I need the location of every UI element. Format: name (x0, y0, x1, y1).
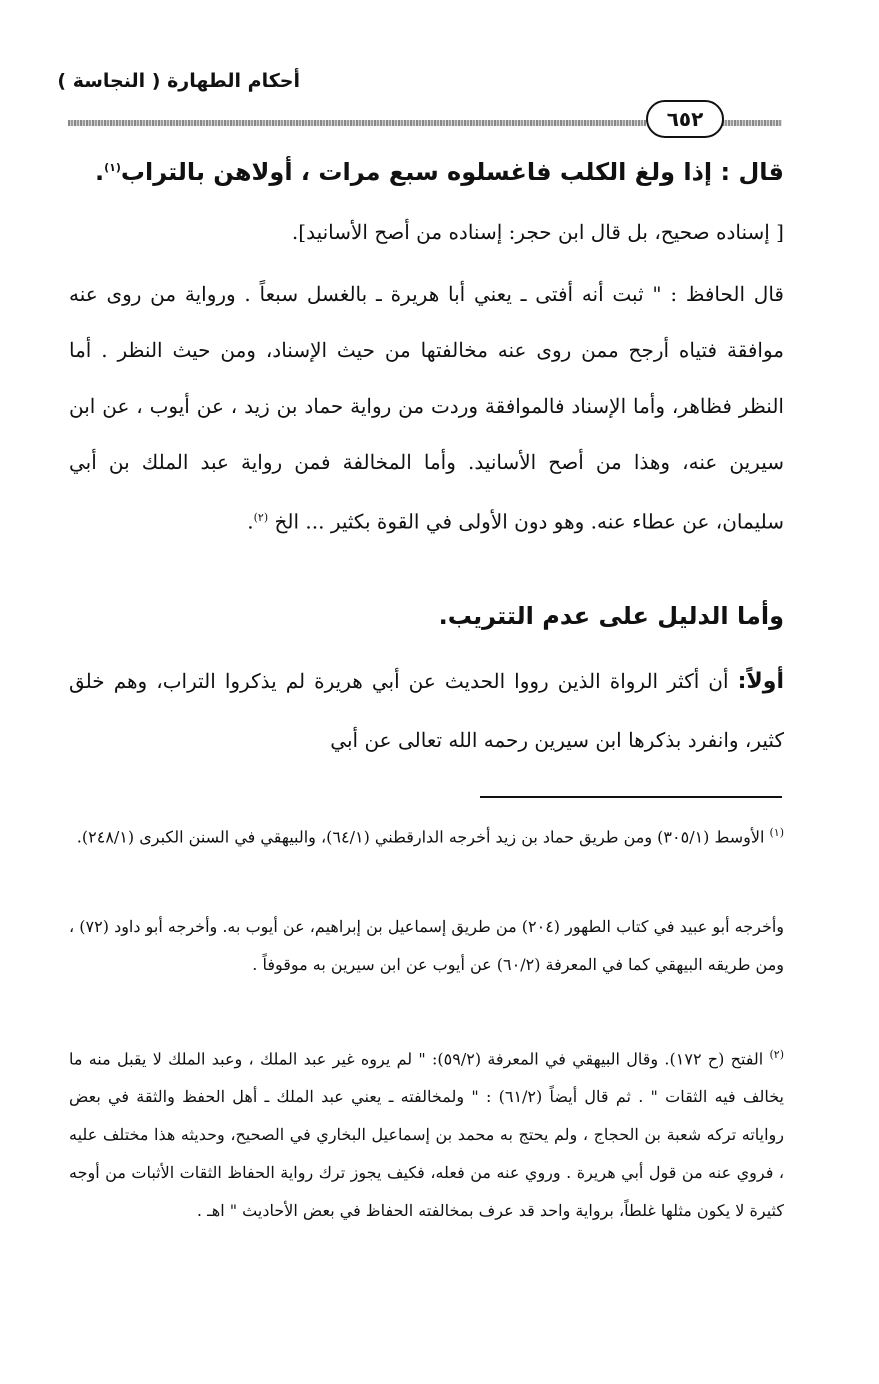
paragraph-text: قال الحافظ : " ثبت أنه أفتى ـ يعني أبا هريرة ـ بالغسل سبعاً . ورواية من روى عنه موافقة فتياه أرجح ممن روى عنه مخالفتها من حيث الإسناد، ومن حيث النظر . أما النظر فظاهر، وأما الإسناد فالموافقة وردت من رواية حماد بن زيد ، عن أيوب ، عن ابن سيرين عنه، وهذا من أصح الأسانيد. وأما المخالفة فمن رواية عبد الملك بن أبي سليمان، عن عطاء عنه. وهو دون الأولى في القوة بكثير ... الخ (69, 282, 784, 534)
point-text: أن أكثر الرواة الذين رووا الحديث عن أبي هريرة لم يذكروا التراب، وهم خلق كثير، وانفرد بذكرها ابن سيرين رحمه الله تعالى عن أبي (69, 669, 784, 752)
page-number: ٦٥٢ (646, 100, 724, 138)
footnote-divider (480, 796, 782, 798)
footnote-text: الفتح (ح ١٧٢). وقال البيهقي في المعرفة (٥٩/٢): " لم يروه غير عبد الملك ، وعبد الملك لا يقبل منه ما يخالف فيه الثقات " . ثم قال أيضاً (٦١/٢) : " ولمخالفته ـ يعني عبد الملك ـ أهل الحفظ والثقة في بعض رواياته تركه شعبة بن الحجاج ، ولم يحتج به محمد بن إسماعيل البخاري في الصحيح، وحديثه هذا مختلف عليه ، فروي عنه من قول أبي هريرة . وروي عنه من فعله، فكيف يجوز ترك رواية الحفاظ الثقات الأثبات من أوجه كثيرة لا يكون مثلها غلطاً، برواية واحد قد عرف بمخالفته الحفاظ في بعض الأحاديث " اهـ . (69, 1049, 785, 1221)
book-title: أحكام الطهارة ( النجاسة ) (57, 70, 300, 92)
hadith-text: قال : إذا ولغ الكلب فاغسلوه سبع مرات ، أولاهن بالتراب$^{(١)}$. (94, 158, 784, 186)
footnote-ref: (٢) (253, 511, 269, 524)
hafiz-quote-paragraph: قال الحافظ : " ثبت أنه أفتى ـ يعني أبا هريرة ـ بالغسل سبعاً . ورواية من روى عنه موافقة فتياه أرجح ممن روى عنه مخالفتها من حيث الإسناد، ومن حيث النظر . أما النظر فظاهر، وأما الإسناد فالموافقة وردت من رواية حماد بن زيد ، عن أيوب ، عن ابن سيرين عنه، وهذا من أصح الأسانيد. وأما المخالفة فمن رواية عبد الملك بن أبي سليمان، عن عطاء عنه. وهو دون الأولى في القوة بكثير ... الخ $^{(٢)}$. (69, 282, 784, 534)
point-lead: أولاً: (737, 669, 785, 694)
footnote-marker: (١) (769, 826, 784, 839)
footnote-text: الأوسط (٣٠٥/١) ومن طريق حماد بن زيد أخرجه الدارقطني (٦٤/١)، والبيهقي في السنن الكبرى (٢٤٨/١). (76, 827, 765, 847)
footnote-2 (69, 1036, 784, 1230)
header-rule (68, 120, 646, 126)
isnad-grading: [ إسناده صحيح، بل قال ابن حجر: إسناده من أصح الأسانيد]. (291, 220, 784, 244)
footnote-ref: (١) (104, 161, 121, 174)
first-point-paragraph (69, 652, 784, 769)
section-heading: وأما الدليل على عدم التتريب. (438, 602, 784, 630)
hadith-body: قال : إذا ولغ الكلب فاغسلوه سبع مرات ، أولاهن بالتراب (120, 158, 784, 186)
footnote-1-continuation: وأخرجه أبو عبيد في كتاب الطهور (٢٠٤) من طريق إسماعيل بن إبراهيم، عن أيوب به. وأخرجه أبو داود (٧٢) ، ومن طريقه البيهقي كما في المعرفة (٦٠/٢) عن أيوب عن ابن سيرين به موقوفاً . (69, 917, 785, 974)
header-rule (722, 120, 782, 126)
footnote-1 (69, 814, 784, 856)
footnote-marker: (٢) (769, 1048, 785, 1061)
